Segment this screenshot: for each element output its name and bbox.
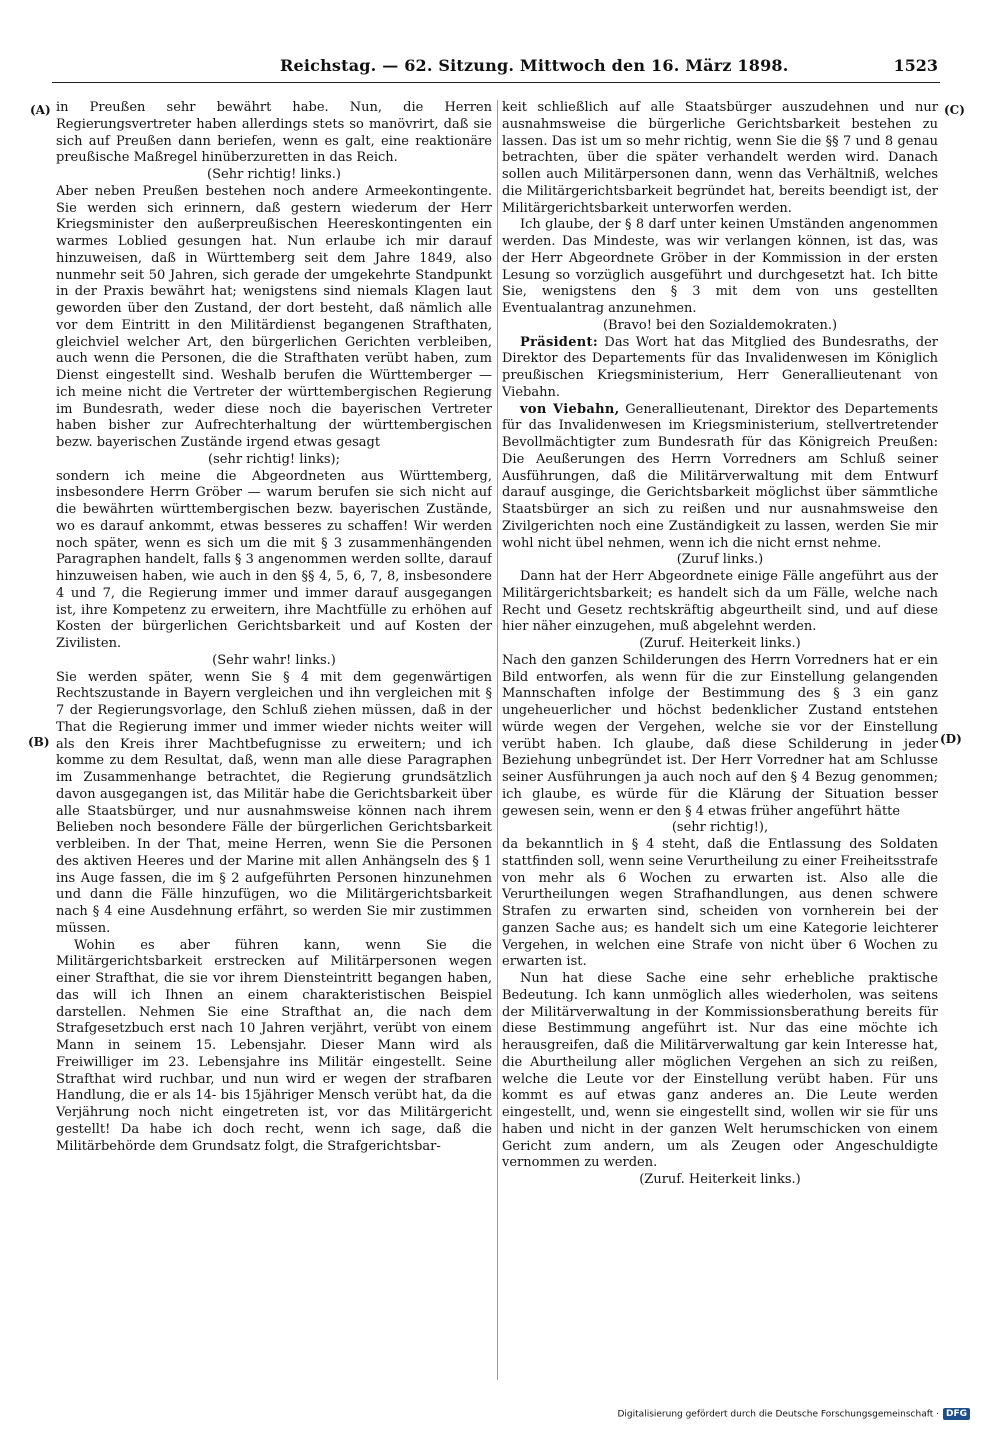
speaker-name: Präsident: [520, 334, 598, 350]
speech-text: Das Wort hat das Mitglied des Bundesraths, der Direktor des Departements für das Invalidenwesen im Königlich preußischen Kriegsministerium, Herr Generallieutenant von Viebahn. [502, 334, 938, 400]
left-column [56, 100, 492, 1385]
speaker-name: von Viebahn, [520, 401, 620, 417]
paragraph: Nach den ganzen Schilderungen des Herrn Vorredners hat er ein Bild entworfen, als wenn für die zur Einstellung gelangenden Mannschaften infolge der Bestimmung des § 3 ein ganz ungeheuerlicher und höchst bedenklicher Zustand entstehen würde wegen der Vergehen, welche sie vor der Einstellung verübt haben. Ich glaube, daß diese Schilderung in jeder Beziehung unbegründet ist. Der Herr Vorredner hat am Schlusse seiner Ausführungen ja auch noch auf den § 4 Bezug genommen; ich glaube, es würde für die Klärung der Situation besser gewesen sein, wenn er den § 4 etwas früher angeführt hätte [502, 652, 938, 819]
column-divider [497, 100, 498, 1380]
paragraph: Sie werden später, wenn Sie § 4 mit dem gegenwärtigen Rechtszustande in Bayern vergleichen und ihn vergleichen mit § 7 der Regierungsvorlage, den Schluß ziehen müssen, daß in der That die Regierung immer und immer wieder nichts weiter will als den Kreis ihrer Machtbefugnisse zu erweitern; und ich komme zu dem Resultat, daß, wenn man alle diese Paragraphen im Zusammenhange betrachtet, die Regierung grundsätzlich davon ausgegangen ist, das Militär habe die Gerichtsbarkeit über alle Staatsbürger, und nur ausnahmsweise können nach ihrem Belieben noch besondere Fälle der bürgerlichen Gerichtsbarkeit verbleiben. In der That, meine Herren, wenn Sie die Personen des aktiven Heeres und der Marine mit allen Anhängseln des § 1 ins Auge fassen, die im § 2 aufgeführten Personen hinzunehmen und dann die Fälle hinzufügen, wo die Militärgerichtsbarkeit nach § 4 eine Ausdehnung erfährt, so werden Sie mir zustimmen müssen. [56, 669, 492, 936]
interjection: (sehr richtig! links); [208, 451, 340, 467]
paragraph: Aber neben Preußen bestehen noch andere Armeekontingente. Sie werden sich erinnern, daß gestern wiederum der Herr Kriegsminister den außerpreußischen Heereskontingenten ein warmes Loblied gesungen hat. Nun erlaube ich mir darauf hinzuweisen, daß in Württemberg seit dem Jahre 1849, also nunmehr seit 50 Jahren, sich gerade der umgekehrte Standpunkt in der Praxis bewährt hat; wenigstens sind niemals Klagen laut geworden über den Zustand, der dort besteht, daß nämlich alle vor dem Eintritt in den Militärdienst begangenen Strafthaten, gleichviel welcher Art, den bürgerlichen Gerichten verbleiben, auch wenn die Personen, die die Strafthaten verübt haben, zum Dienst eingestellt sind. Weshalb berufen die Württemberger — ich meine nicht die Vertreter der württembergischen Regierung im Bundesrath, weder diese noch die bayerischen Vertreter haben bisher zur Aufrechterhaltung der württembergischen bezw. bayerischen Zustände irgend etwas gesagt [56, 183, 492, 450]
margin-mark-d: (D) [940, 732, 962, 746]
margin-mark-b: (B) [28, 735, 50, 749]
interjection: (Zuruf links.) [676, 552, 764, 568]
speaker-paragraph [502, 402, 938, 553]
right-column [502, 100, 938, 1385]
margin-mark-c: (C) [944, 103, 965, 117]
paragraph: da bekanntlich in § 4 steht, daß die Entlassung des Soldaten stattfinden soll, wenn seine Verurtheilung zu einer Freiheitsstrafe von mehr als 6 Wochen zu erwarten ist. Also alle die Verurtheilungen wegen Strafhandlungen, aus denen schwere Strafen zu erwarten sind, scheiden von vornherein bei der ganzen Sache aus; es handelt sich um eine Kategorie leichterer Vergehen, in welchen eine Strafe von nicht über 6 Wochen zu erwarten ist. [502, 837, 938, 970]
speaker-paragraph [502, 335, 938, 402]
interjection: (Bravo! bei den Sozialdemokraten.) [602, 317, 838, 333]
paragraph: in Preußen sehr bewährt habe. Nun, die Herren Regierungsvertreter haben allerdings stets so manövrirt, daß sie sich auf Preußen dann beriefen, wenn es galt, eine reaktionäre preußische Maßregel hinüberzuretten in das Reich. [56, 100, 492, 166]
paragraph: Dann hat der Herr Abgeordnete einige Fälle angeführt aus der Militärgerichtsbarkeit; es handelt sich da um Fälle, welche nach Recht und Gesetz rechtskräftig abgeurtheilt sind, und auf diese hier näher einzugehen, muß abgelehnt werden. [502, 569, 938, 635]
paragraph: sondern ich meine die Abgeordneten aus Württemberg, insbesondere Herrn Gröber — warum berufen sie sich nicht auf die bewährten württembergischen bezw. bayerischen Zustände, wo es darauf ankommt, etwas besseres zu schaffen! Wir werden noch später, wenn es sich um die mit § 3 zusammenhängenden Paragraphen handelt, falls § 3 angenommen werden sollte, darauf hinzuweisen haben, wie auch in den §§ 4, 5, 6, 7, 8, insbesondere 4 und 7, die Regierung immer und immer darauf ausgegangen ist, ihre Kompetenz zu erweitern, ihre Machtfülle zu erhöhen auf Kosten der bürgerlichen Gerichtsbarkeit und auf Kosten der Zivilisten. [56, 468, 492, 651]
interjection: (Zuruf. Heiterkeit links.) [639, 636, 801, 651]
interjection: (sehr richtig!), [671, 820, 769, 836]
page-header [52, 52, 940, 83]
dfg-logo-icon: DFG [943, 1408, 970, 1420]
margin-mark-a: (A) [30, 103, 51, 117]
footer-text: Digitalisierung gefördert durch die Deutsche Forschungsgemeinschaft · [617, 1409, 939, 1420]
speech-text: Generallieutenant, Direktor des Departements für das Invalidenwesen im Kriegsministerium, stellvertretender Bevollmächtigter zum Bundesrath für das Königreich Preußen: Die Aeußerungen des Herrn Vorredners am Schluß seiner Ausführungen, daß die Militärverwaltung mit dem Entwurf darauf ausginge, die Gerichtsbarkeit möglichst über sämmtliche Staatsbürger an sich zu reißen und nur ausnahmsweise den Zivilgerichten noch eine Zuständigkeit zu lassen, werden Sie mir wohl nicht übel nehmen, wenn ich die nicht ernst nehme. [502, 401, 938, 551]
page-number: 1523 [893, 56, 938, 75]
paragraph: Wohin es aber führen kann, wenn Sie die Militärgerichtsbarkeit erstrecken auf Militärpersonen wegen einer Strafthat, die sie vor ihrem Diensteintritt begangen haben, das will ich Ihnen an einem charakteristischen Beispiel darstellen. Nehmen Sie eine Strafthat an, die nach dem Strafgesetzbuch erst nach 10 Jahren verjährt, verübt von einem Mann in seinem 15. Lebensjahr. Dieser Mann wird als Freiwilliger im 23. Lebensjahre ins Militär eingestellt. Seine Strafthat wird ruchbar, und nun wird er wegen der strafbaren Handlung, die er als 14- bis 15jähriger Mensch verübt hat, da die Verjährung noch nicht eingetreten ist, vor das Militärgericht gestellt! Da habe ich doch recht, wenn ich sage, daß die Militärbehörde dem Grundsatz folgt, die Strafgerichtsbar- [56, 937, 492, 1154]
paragraph: keit schließlich auf alle Staatsbürger auszudehnen und nur ausnahmsweise die bürgerliche Gerichtsbarkeit bestehen zu lassen. Das ist um so mehr richtig, wenn Sie die §§ 7 und 8 genau betrachten, über die später verhandelt werden wird. Danach sollen auch Militärpersonen dann, wenn das Verhältniß, welches die Militärgerichtsbarkeit begründet hat, bereits beendigt ist, der Militärgerichtsbarkeit unterworfen werden. [502, 100, 938, 216]
interjection: (Sehr richtig! links.) [207, 167, 341, 182]
footer [618, 1408, 971, 1420]
header-title: Reichstag. — 62. Sitzung. Mittwoch den 16. März 1898. [280, 56, 789, 75]
interjection: (Zuruf. Heiterkeit links.) [639, 1172, 801, 1187]
paragraph: Nun hat diese Sache eine sehr erhebliche praktische Bedeutung. Ich kann unmöglich alles wiederholen, was seitens der Militärverwaltung in der Kommissionsberathung bereits für diese Bestimmung angeführt ist. Nur das eine möchte ich herausgreifen, daß die Militärverwaltung gar kein Interesse hat, die Aburtheilung aller möglichen Vergehen an sich zu reißen, welche die Leute vor der Einstellung verübt haben. Für uns kommt es auf etwas ganz anderes an. Die Leute werden eingestellt, und, wenn sie eingestellt sind, wollen wir sie für uns haben und nicht in der ganzen Welt herumschicken von einem Gericht zum andern, um als Zeugen oder Angeschuldigte vernommen zu werden. [502, 971, 938, 1171]
paragraph: Ich glaube, der § 8 darf unter keinen Umständen angenommen werden. Das Mindeste, was wir verlangen können, ist das, was der Herr Abgeordnete Gröber in der Kommission in der ersten Lesung so vorzüglich ausgeführt und durchgesetzt hat. Ich bitte Sie, wenigstens den § 3 mit dem von uns gestellten Eventualantrag anzunehmen. [502, 217, 938, 316]
interjection: (Sehr wahr! links.) [212, 652, 336, 668]
